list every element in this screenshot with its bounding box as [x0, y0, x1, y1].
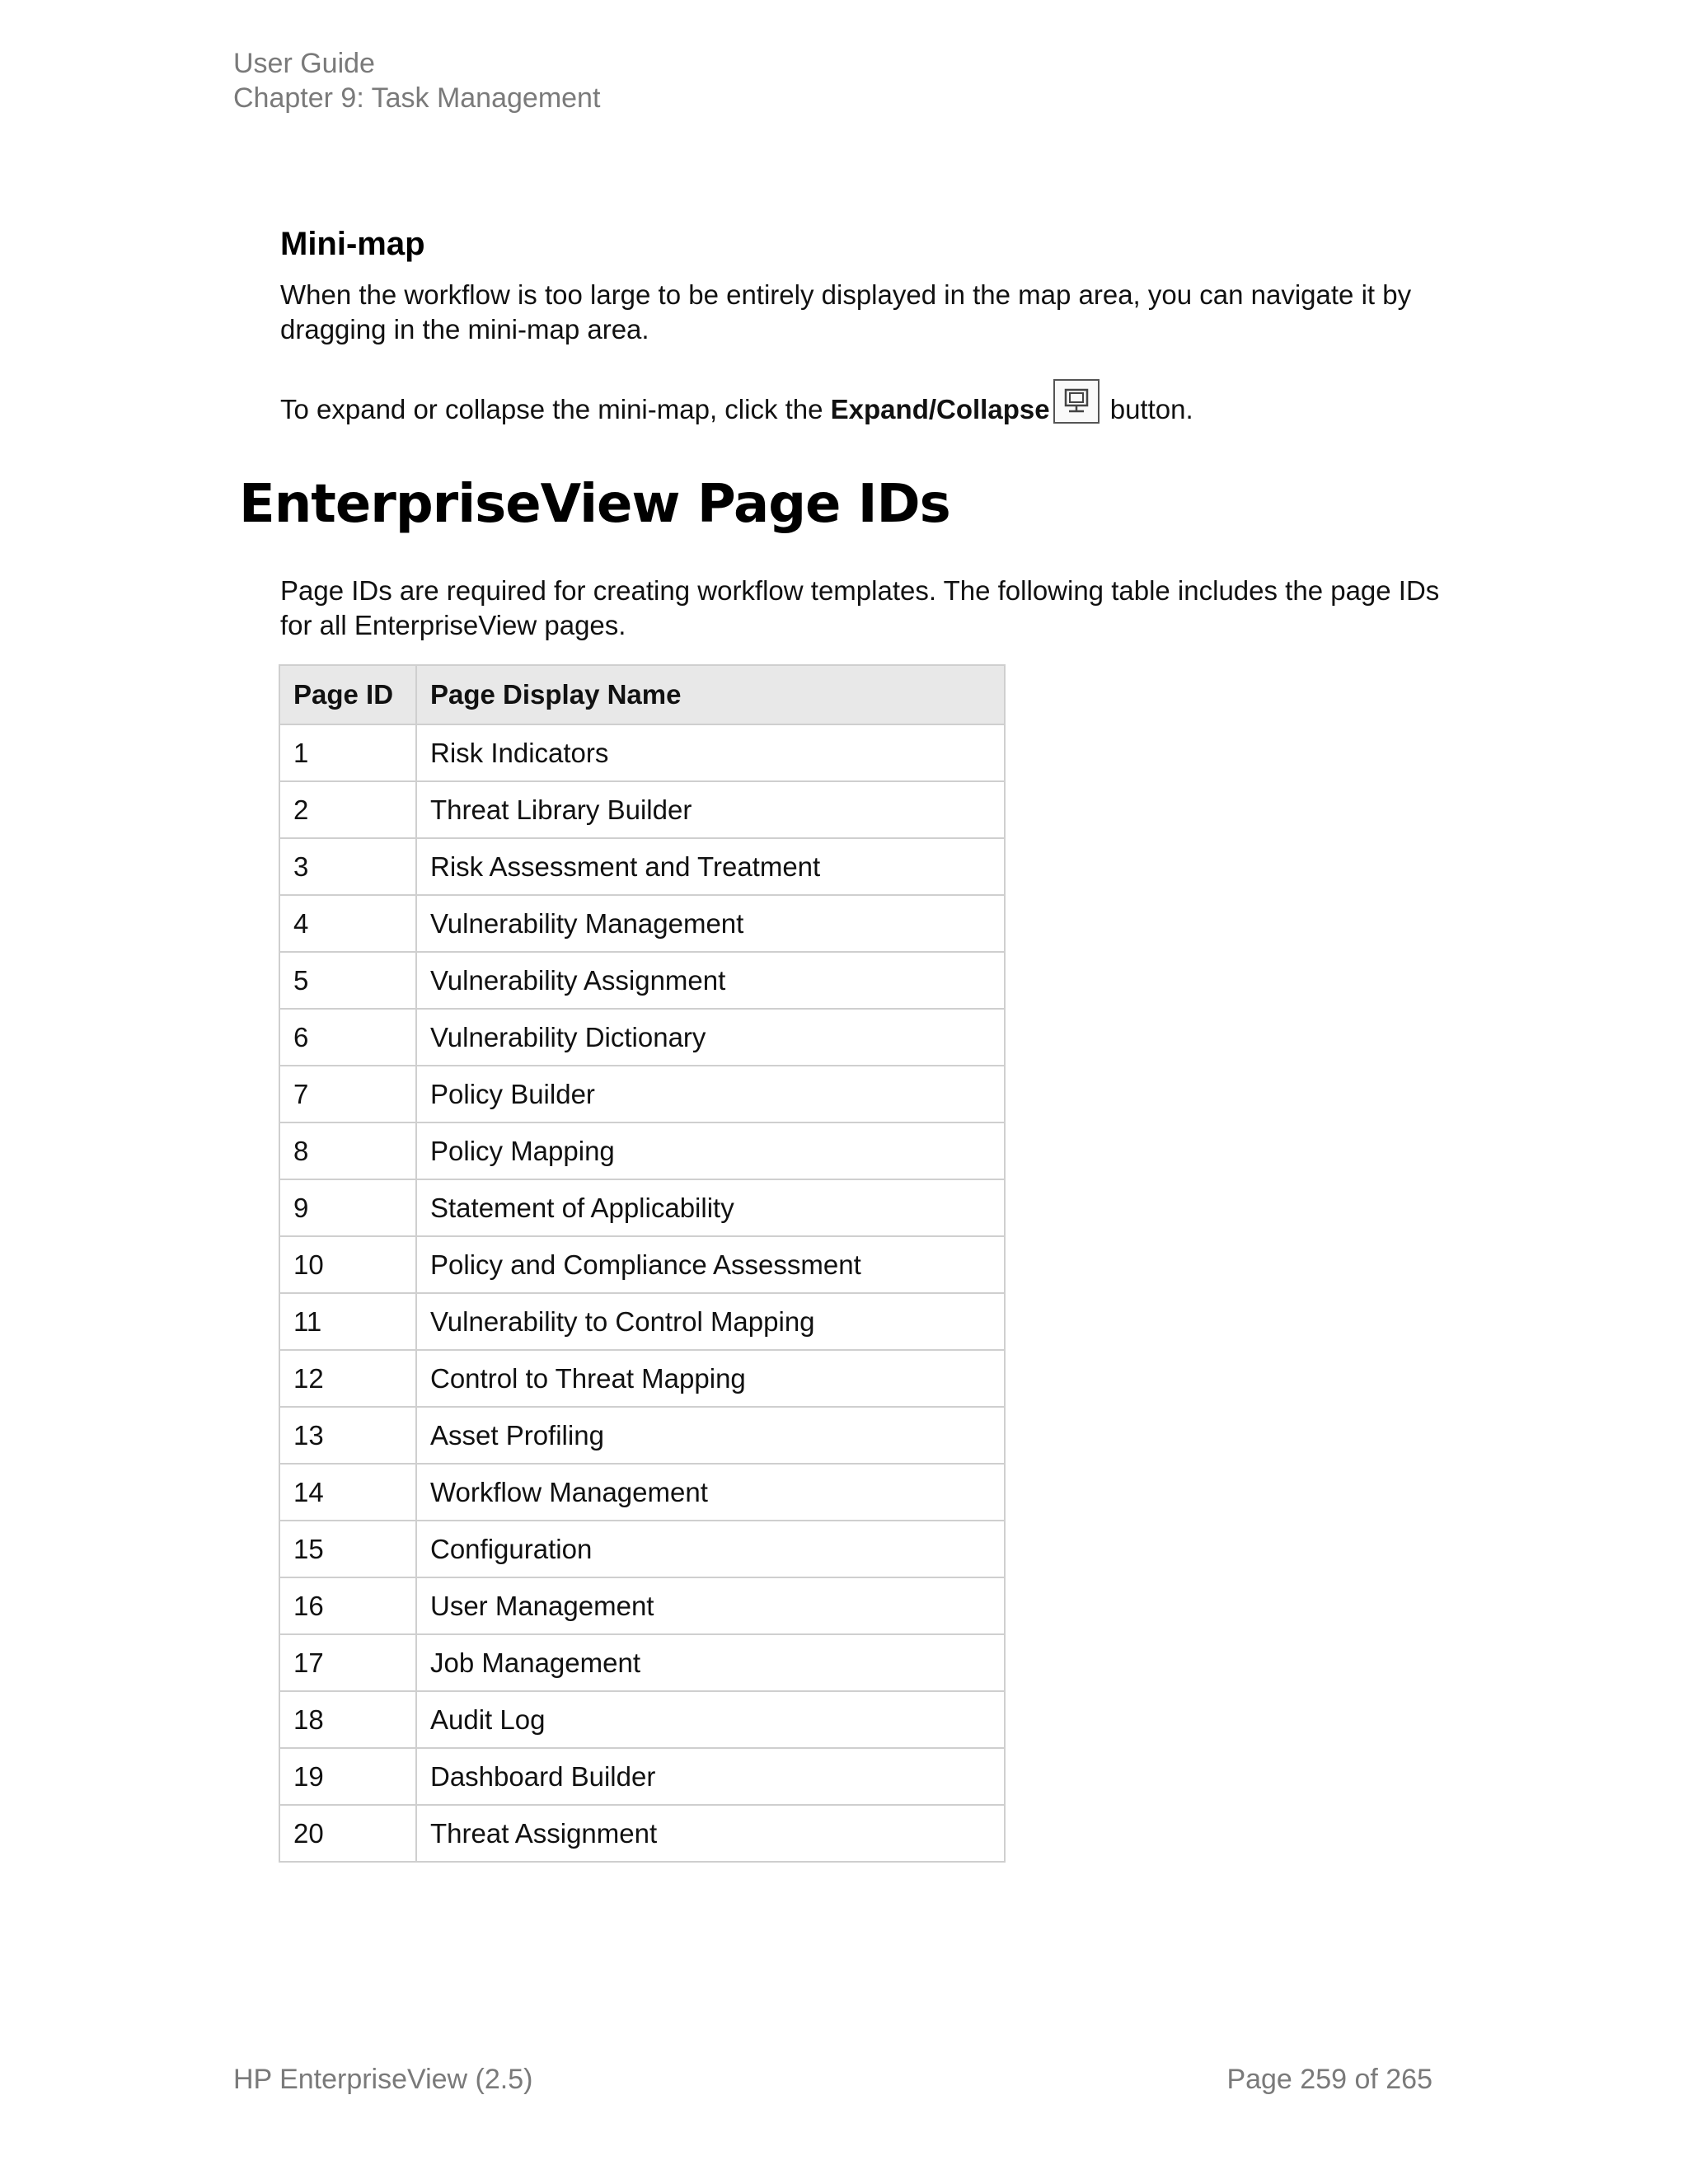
page-id-cell: 1 [279, 724, 416, 781]
column-header-page-display-name: Page Display Name [416, 665, 1005, 724]
table-row [279, 1122, 1005, 1179]
page-id-cell: 15 [279, 1521, 416, 1577]
page-id-cell: 9 [279, 1179, 416, 1236]
table-row [279, 1464, 1005, 1521]
page-name-cell: User Management [416, 1577, 1005, 1634]
table-body [279, 724, 1005, 1862]
page-id-cell: 6 [279, 1009, 416, 1066]
table-row [279, 1691, 1005, 1748]
page-id-cell: 11 [279, 1293, 416, 1350]
page-name-cell: Threat Assignment [416, 1805, 1005, 1862]
page-id-cell: 19 [279, 1748, 416, 1805]
page-id-cell: 20 [279, 1805, 416, 1862]
table-row [279, 1521, 1005, 1577]
table-row [279, 1066, 1005, 1122]
page-name-cell: Configuration [416, 1521, 1005, 1577]
page-id-cell: 4 [279, 895, 416, 952]
column-header-page-id: Page ID [279, 665, 416, 724]
page-name-cell: Statement of Applicability [416, 1179, 1005, 1236]
page-ids-table [279, 664, 1006, 1863]
page-name-cell: Asset Profiling [416, 1407, 1005, 1464]
page-ids-intro: Page IDs are required for creating workflow templates. The following table includes the page IDs for all EnterpriseView pages. [280, 575, 1440, 640]
expand-collapse-label: Expand/Collapse [830, 394, 1050, 424]
page-name-cell: Threat Library Builder [416, 781, 1005, 838]
footer-page-number: Page 259 of 265 [1226, 2064, 1432, 2095]
page-name-cell: Risk Assessment and Treatment [416, 838, 1005, 895]
instruction-text-after: button. [1102, 394, 1193, 424]
page-id-cell: 16 [279, 1577, 416, 1634]
table-row [279, 895, 1005, 952]
page-name-cell: Workflow Management [416, 1464, 1005, 1521]
page-id-cell: 14 [279, 1464, 416, 1521]
table-row [279, 1748, 1005, 1805]
page-id-cell: 17 [279, 1634, 416, 1691]
page-name-cell: Vulnerability Management [416, 895, 1005, 952]
table-row [279, 1407, 1005, 1464]
table-header-row [279, 665, 1005, 724]
page-id-cell: 10 [279, 1236, 416, 1293]
page-name-cell: Vulnerability Assignment [416, 952, 1005, 1009]
page-id-cell: 13 [279, 1407, 416, 1464]
table-row [279, 1009, 1005, 1066]
minimap-instruction [280, 379, 1451, 427]
header-chapter-title: Chapter 9: Task Management [233, 82, 601, 114]
instruction-text-before: To expand or collapse the mini-map, click the [280, 394, 831, 424]
page-name-cell: Policy and Compliance Assessment [416, 1236, 1005, 1293]
table-row [279, 1577, 1005, 1634]
header-doc-title: User Guide [233, 48, 375, 79]
minimap-heading: Mini-map [280, 226, 425, 262]
table-row [279, 1236, 1005, 1293]
page-id-cell: 8 [279, 1122, 416, 1179]
page-ids-title: EnterpriseView Page IDs [239, 474, 950, 535]
page-name-cell: Audit Log [416, 1691, 1005, 1748]
table-row [279, 1293, 1005, 1350]
page-name-cell: Policy Builder [416, 1066, 1005, 1122]
page-name-cell: Risk Indicators [416, 724, 1005, 781]
page-id-cell: 18 [279, 1691, 416, 1748]
page-name-cell: Policy Mapping [416, 1122, 1005, 1179]
table-row [279, 838, 1005, 895]
page-id-cell: 7 [279, 1066, 416, 1122]
minimap-description: When the workflow is too large to be entirely displayed in the map area, you can navigate it by dragging in the mini-map area. [280, 279, 1412, 344]
page-id-cell: 12 [279, 1350, 416, 1407]
page-name-cell: Vulnerability to Control Mapping [416, 1293, 1005, 1350]
page-name-cell: Dashboard Builder [416, 1748, 1005, 1805]
monitor-icon-graphic [1055, 381, 1098, 422]
table-row [279, 1634, 1005, 1691]
table-row [279, 724, 1005, 781]
page-name-cell: Control to Threat Mapping [416, 1350, 1005, 1407]
running-header [233, 46, 600, 115]
page-id-cell: 3 [279, 838, 416, 895]
table-row [279, 781, 1005, 838]
footer-product-version: HP EnterpriseView (2.5) [233, 2064, 533, 2095]
page-name-cell: Job Management [416, 1634, 1005, 1691]
table-row [279, 1805, 1005, 1862]
table-row [279, 1350, 1005, 1407]
minimap-monitor-icon [1053, 379, 1100, 424]
table-row [279, 1179, 1005, 1236]
page-name-cell: Vulnerability Dictionary [416, 1009, 1005, 1066]
page-id-cell: 2 [279, 781, 416, 838]
page-id-cell: 5 [279, 952, 416, 1009]
table-row [279, 952, 1005, 1009]
